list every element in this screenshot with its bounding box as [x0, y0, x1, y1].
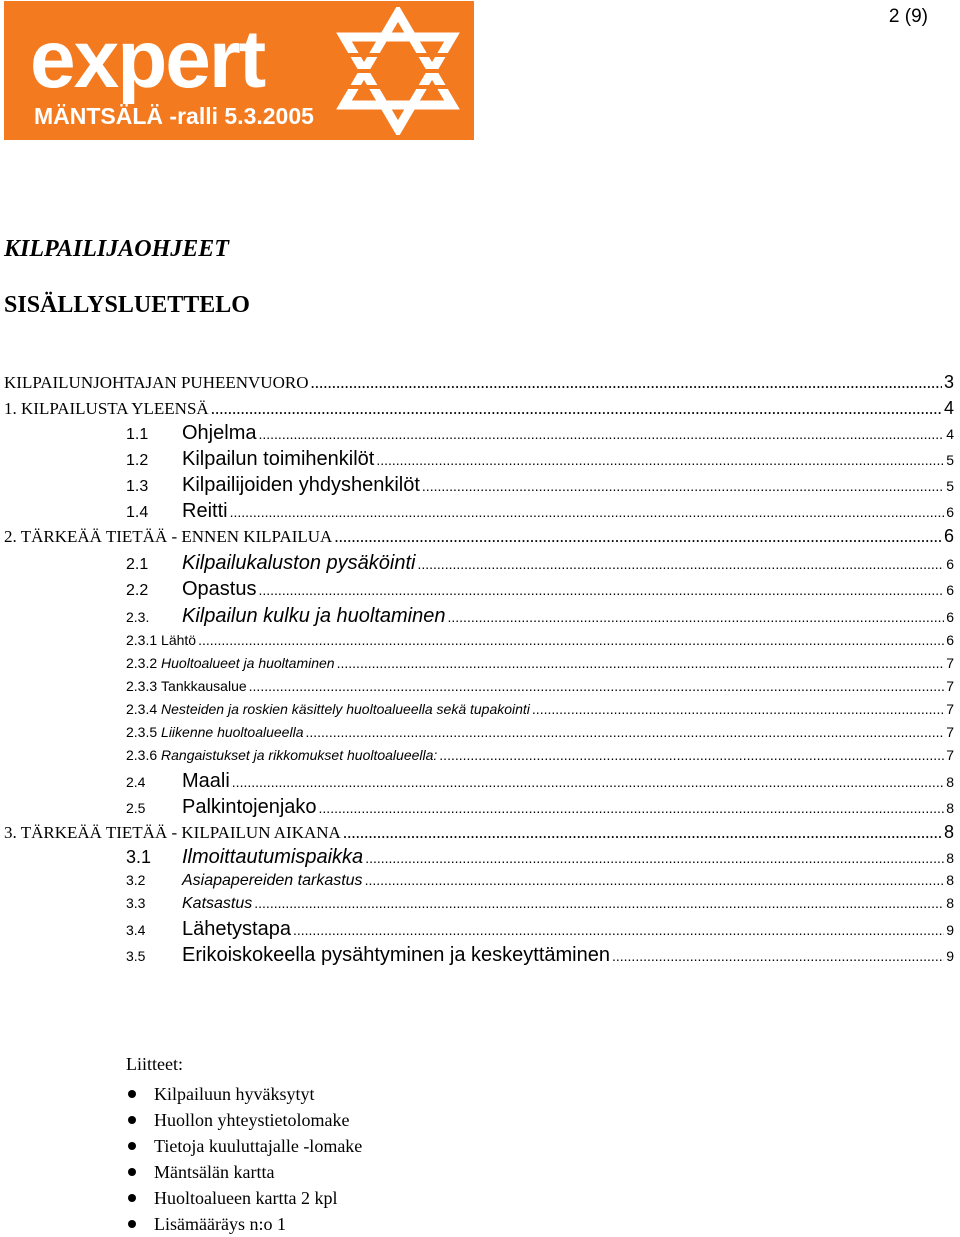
toc-leader-dots: [198, 632, 944, 648]
toc-entry[interactable]: [4, 701, 954, 717]
toc-leader-dots: [249, 678, 945, 694]
expert-star-logo-icon: [334, 7, 462, 135]
toc-entry-text: Opastus: [182, 578, 257, 600]
toc-entry-number: 3.4: [126, 922, 146, 938]
toc-entry-number: 3.2: [126, 872, 146, 888]
toc-entry-text: Lähtö: [161, 632, 197, 648]
toc-entry-number: 2.3.3: [126, 678, 158, 694]
toc-entry-text: Maali: [182, 770, 230, 792]
attachment-item-label: Kilpailuun hyväksytyt: [154, 1084, 315, 1104]
toc-entry[interactable]: [4, 747, 954, 763]
expert-logo-banner: [4, 1, 474, 140]
attachment-item: [126, 1133, 362, 1159]
toc-entry-text: Erikoiskokeella pysähtyminen ja keskeyttäminen: [182, 944, 610, 966]
toc-entry-text: Kilpailun kulku ja huoltaminen: [182, 605, 446, 627]
toc-entry-number: 2.4: [126, 774, 146, 790]
toc-entry-text: Nesteiden ja roskien käsittely huoltoalueella sekä tupakointi: [161, 701, 530, 717]
toc-entry-number: 3.1: [126, 847, 152, 867]
toc-entry-page: 7: [946, 678, 954, 694]
toc-entry-number: 3.5: [126, 948, 146, 964]
toc-entry-number: 2.3.6: [126, 747, 158, 763]
toc-entry-text: Tankkausalue: [161, 678, 247, 694]
toc-leader-dots: [612, 948, 944, 964]
toc-entry-number: 2.5: [126, 800, 146, 816]
toc-entry-number: 1.2: [126, 452, 149, 469]
toc-entry-page: 8: [946, 774, 954, 790]
document-title: KILPAILIJAOHJEET: [4, 236, 229, 262]
toc-entry-number: 2.3.4: [126, 701, 158, 717]
toc-entry-number: 2.3.1: [126, 632, 158, 648]
toc-entry-number: 3.3: [126, 895, 146, 911]
toc-entry-page: 7: [946, 655, 954, 671]
toc-leader-dots: [258, 426, 944, 442]
toc-leader-dots: [439, 747, 944, 763]
toc-entry-text: Rangaistukset ja rikkomukset huoltoalueella:: [161, 747, 438, 763]
toc-entry-text: Liikenne huoltoalueella: [161, 724, 304, 740]
page-number: 2 (9): [888, 6, 928, 27]
toc-entry[interactable]: [4, 846, 954, 869]
toc-entry-page: 4: [946, 426, 954, 442]
toc-entry-text: Kilpailijoiden yhdyshenkilöt: [182, 474, 420, 496]
toc-leader-dots: [258, 582, 944, 598]
toc-leader-dots: [230, 504, 945, 520]
toc-entry[interactable]: [4, 918, 954, 941]
toc-leader-dots: [254, 895, 944, 911]
toc-entry[interactable]: [4, 372, 954, 393]
toc-entry-page: 3: [943, 372, 954, 392]
toc-entry[interactable]: [4, 944, 954, 967]
toc-entry[interactable]: [4, 422, 954, 445]
toc-entry-page: 7: [946, 701, 954, 717]
toc-entry[interactable]: [4, 678, 954, 694]
toc-entry[interactable]: [4, 770, 954, 793]
toc-entry-page: 8: [946, 895, 954, 911]
toc-entry-text: Huoltoalueet ja huoltaminen: [161, 655, 335, 671]
toc-entry-text: Palkintojenjako: [182, 796, 317, 818]
toc-entry-page: 4: [943, 398, 954, 418]
toc-entry-page: 6: [946, 556, 954, 572]
toc-leader-dots: [343, 823, 942, 843]
toc-entry[interactable]: [4, 724, 954, 740]
toc-leader-dots: [211, 399, 942, 419]
toc-leader-dots: [232, 774, 944, 790]
toc-leader-dots: [310, 373, 942, 393]
toc-entry[interactable]: [4, 632, 954, 648]
bullet-icon: [128, 1142, 136, 1150]
attachment-item: [126, 1107, 362, 1133]
bullet-icon: [128, 1116, 136, 1124]
attachments-list: [126, 1081, 362, 1237]
attachment-item-label: Mäntsälän kartta: [154, 1162, 275, 1182]
toc-entry[interactable]: [4, 872, 954, 890]
toc-entry[interactable]: [4, 448, 954, 471]
attachment-item: [126, 1185, 362, 1211]
toc-entry-text: Kilpailukaluston pysäköinti: [182, 552, 416, 574]
toc-entry-text: 2. TÄRKEÄÄ TIETÄÄ - ENNEN KILPAILUA: [4, 527, 333, 546]
toc-entry-text: Kilpailun toimihenkilöt: [182, 448, 375, 470]
toc-entry[interactable]: [4, 655, 954, 671]
toc-entry-text: Asiapapereiden tarkastus: [182, 872, 363, 889]
toc-entry-page: 7: [946, 747, 954, 763]
bullet-icon: [128, 1220, 136, 1228]
toc-entry-text: Lähetystapa: [182, 918, 291, 940]
toc-entry[interactable]: [4, 895, 954, 913]
toc-entry-page: 8: [946, 872, 954, 888]
toc-entry-text: 3. TÄRKEÄÄ TIETÄÄ - KILPAILUN AIKANA: [4, 823, 341, 842]
toc-leader-dots: [532, 701, 944, 717]
toc-entry-page: 6: [943, 526, 954, 546]
attachments-section: [126, 1054, 362, 1237]
toc-entry-number: 2.3.2: [126, 655, 158, 671]
attachment-item-label: Huoltoalueen kartta 2 kpl: [154, 1188, 338, 1208]
toc-entry-page: 6: [946, 504, 954, 520]
toc-entry-number: 1.1: [126, 426, 149, 443]
attachment-item-label: Lisämääräys n:o 1: [154, 1214, 286, 1234]
attachment-item: [126, 1211, 362, 1237]
toc-leader-dots: [448, 609, 945, 625]
toc-entry-number: 1.4: [126, 504, 149, 521]
toc-entry-number: 2.1: [126, 556, 149, 573]
toc-entry-page: 8: [946, 800, 954, 816]
toc-leader-dots: [337, 655, 945, 671]
toc-entry[interactable]: [4, 500, 954, 523]
toc-entry-page: 9: [946, 922, 954, 938]
toc-entry[interactable]: [4, 578, 954, 601]
toc-entry-page: 6: [946, 632, 954, 648]
toc-entry-text: 1. KILPAILUSTA YLEENSÄ: [4, 399, 209, 418]
toc-entry[interactable]: [4, 605, 954, 628]
toc-leader-dots: [376, 452, 944, 468]
toc-entry[interactable]: [4, 822, 954, 843]
attachments-title: Liitteet:: [126, 1054, 183, 1074]
attachment-item-label: Huollon yhteystietolomake: [154, 1110, 350, 1130]
toc-heading: SISÄLLYSLUETTELO: [4, 292, 250, 318]
toc-entry-number: 2.2: [126, 582, 149, 599]
toc-leader-dots: [365, 850, 944, 866]
toc-leader-dots: [365, 872, 945, 888]
toc-entry[interactable]: [4, 474, 954, 497]
toc-entry-page: 8: [946, 850, 954, 866]
toc-entry-page: 8: [943, 822, 954, 842]
toc-entry-text: KILPAILUNJOHTAJAN PUHEENVUORO: [4, 373, 309, 392]
toc-entry-page: 6: [946, 582, 954, 598]
attachment-item: [126, 1081, 362, 1107]
toc-leader-dots: [334, 527, 942, 547]
attachment-item-label: Tietoja kuuluttajalle -lomake: [154, 1136, 363, 1156]
toc-entry-text: Katsastus: [182, 895, 253, 912]
toc-entry-text: Ohjelma: [182, 422, 257, 444]
toc-entry[interactable]: [4, 526, 954, 547]
toc-entry-page: 9: [946, 948, 954, 964]
bullet-icon: [128, 1168, 136, 1176]
toc-leader-dots: [417, 556, 944, 572]
toc-entry-page: 5: [946, 452, 954, 468]
toc-entry[interactable]: [4, 796, 954, 819]
toc-leader-dots: [422, 478, 944, 494]
toc-leader-dots: [293, 922, 944, 938]
toc-entry[interactable]: [4, 552, 954, 575]
toc-entry-text: Reitti: [182, 500, 228, 522]
logo-brand-text: expert: [30, 14, 265, 105]
toc-entry-text: Ilmoittautumispaikka: [182, 846, 364, 868]
bullet-icon: [128, 1194, 136, 1202]
attachment-item: [126, 1159, 362, 1185]
toc-leader-dots: [305, 724, 944, 740]
toc-leader-dots: [319, 800, 945, 816]
toc-entry-page: 5: [946, 478, 954, 494]
bullet-icon: [128, 1090, 136, 1098]
toc-entry-number: 1.3: [126, 478, 149, 495]
toc-entry[interactable]: [4, 398, 954, 419]
toc-entry-page: 7: [946, 724, 954, 740]
logo-subtitle: MÄNTSÄLÄ -ralli 5.3.2005: [34, 103, 314, 129]
toc-entry-number: 2.3.: [126, 609, 150, 625]
toc-entry-number: 2.3.5: [126, 724, 158, 740]
toc-entry-page: 6: [946, 609, 954, 625]
